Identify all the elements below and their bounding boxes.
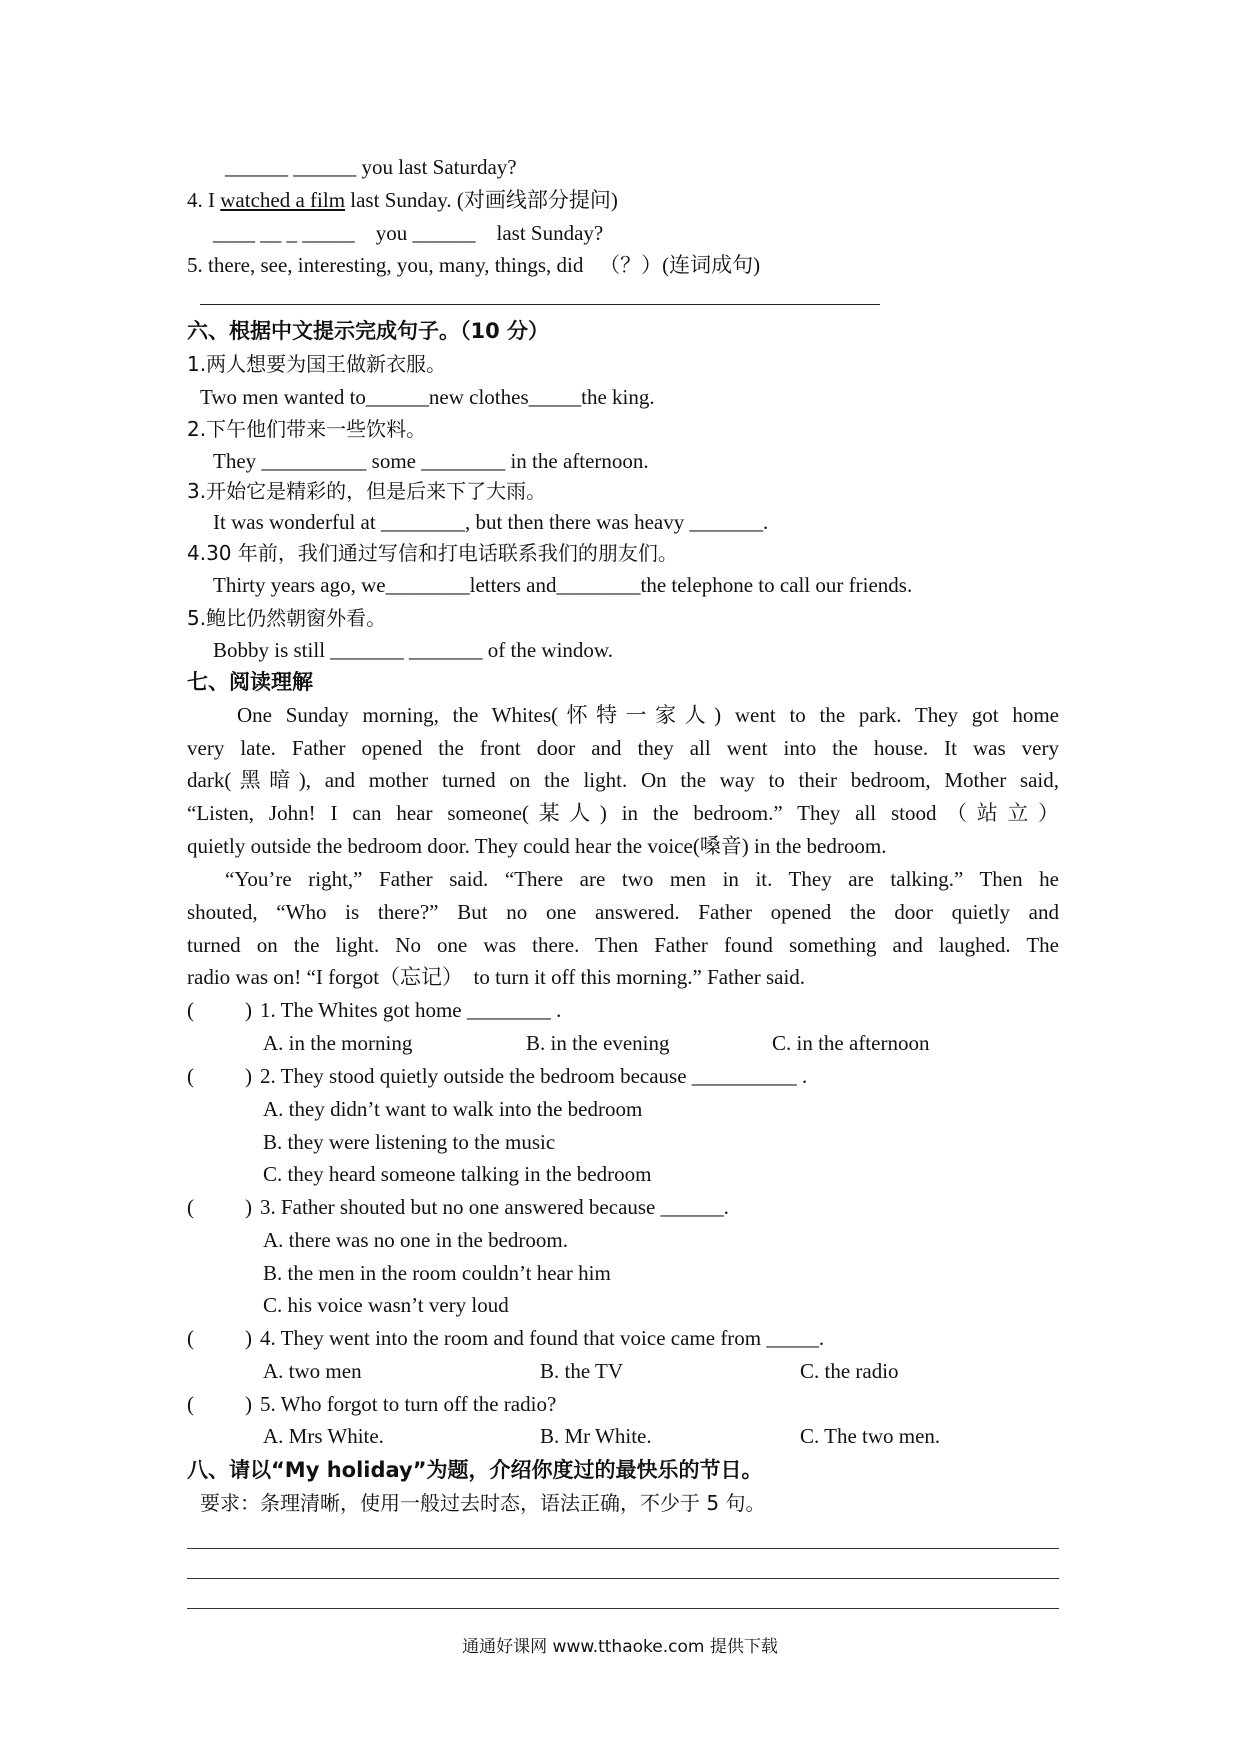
section8-heading: 八、请以“My holiday”为题，介绍你度过的最快乐的节日。 xyxy=(187,1458,763,1482)
passage-line-6: “You’re right,” Father said. “There are two men in it. They are talking.” Then he xyxy=(225,867,1059,891)
q1-option-c: C. in the afternoon xyxy=(772,1031,930,1055)
q3-answer-line: ______ ______ you last Saturday? xyxy=(225,155,517,179)
s6-item1-en: Two men wanted to______new clothes_____the king. xyxy=(200,385,655,409)
passage-line-1: One Sunday morning, the Whites(怀特一家人) went to the park. They got home xyxy=(237,703,1059,727)
q1-open-paren: ( xyxy=(187,998,194,1022)
passage-line-8: turned on the light. No one was there. Then Father found something and laughed. The xyxy=(187,933,1059,957)
s6-item5-cn: 5.鲍比仍然朝窗外看。 xyxy=(187,606,387,630)
s6-item3-cn: 3.开始它是精彩的，但是后来下了大雨。 xyxy=(187,479,547,503)
q3-option-a: A. there was no one in the bedroom. xyxy=(263,1228,569,1252)
q5-close-paren: ) xyxy=(245,1392,252,1416)
passage-line-5: quietly outside the bedroom door. They could hear the voice(嗓音) in the bedroom. xyxy=(187,834,887,858)
q5-open-paren: ( xyxy=(187,1392,194,1416)
q1-option-a: A. in the morning xyxy=(263,1031,413,1055)
q2-open-paren: ( xyxy=(187,1064,194,1088)
q2-option-b: B. they were listening to the music xyxy=(263,1130,556,1154)
q4-open-paren: ( xyxy=(187,1326,194,1350)
s6-item2-cn: 2.下午他们带来一些饮料。 xyxy=(187,417,427,441)
q3-close-paren: ) xyxy=(245,1195,252,1219)
passage-line-3: dark(黑暗), and mother turned on the light. On the way to their bedroom, Mother said, xyxy=(187,768,1059,792)
q4-close-paren: ) xyxy=(245,1326,252,1350)
writing-line-3 xyxy=(187,1608,1059,1609)
q4-option-c: C. the radio xyxy=(800,1359,899,1383)
section8-requirement: 要求：条理清晰，使用一般过去时态，语法正确，不少于 5 句。 xyxy=(200,1491,766,1515)
s6-item1-cn: 1.两人想要为国王做新衣服。 xyxy=(187,352,447,376)
writing-line-1 xyxy=(187,1548,1059,1549)
q4-question xyxy=(187,187,618,213)
s6-item2-en: They __________ some ________ in the afternoon. xyxy=(213,449,649,473)
q5-option-b: B. Mr White. xyxy=(540,1424,652,1448)
q1-stem: 1. The Whites got home ________ . xyxy=(260,998,562,1022)
q1-option-b: B. in the evening xyxy=(526,1031,670,1055)
q5-option-c: C. The two men. xyxy=(800,1424,941,1448)
q3-option-c: C. his voice wasn’t very loud xyxy=(263,1293,509,1317)
q4-underlined-phrase: watched a film xyxy=(220,188,346,212)
s6-item5-en: Bobby is still _______ _______ of the window. xyxy=(213,638,613,662)
passage-line-7: shouted, “Who is there?” But no one answered. Father opened the door quietly and xyxy=(187,900,1059,924)
q4-option-a: A. two men xyxy=(263,1359,362,1383)
section6-heading: 六、根据中文提示完成句子。（10 分） xyxy=(187,319,550,343)
q4-suffix: last Sunday. (对画线部分提问) xyxy=(345,188,618,212)
q2-option-c: C. they heard someone talking in the bedroom xyxy=(263,1162,652,1186)
s6-item4-cn: 4.30 年前，我们通过写信和打电话联系我们的朋友们。 xyxy=(187,541,678,565)
q5-question: 5. there, see, interesting, you, many, things, did （？）(连词成句) xyxy=(187,253,761,277)
s6-item4-en: Thirty years ago, we________letters and________the telephone to call our friends. xyxy=(213,573,913,597)
page-footer: 通通好课网 www.tthaoke.com 提供下载 xyxy=(462,1637,778,1657)
s6-item3-en: It was wonderful at ________, but then there was heavy _______. xyxy=(213,510,769,534)
q2-stem: 2. They stood quietly outside the bedroom because __________ . xyxy=(260,1064,808,1088)
q4-prefix: 4. I xyxy=(187,188,221,212)
q1-close-paren: ) xyxy=(245,998,252,1022)
passage-line-2: very late. Father opened the front door and they all went into the house. It was very xyxy=(187,736,1059,760)
q4-answer-line: ____ __ _ _____ you ______ last Sunday? xyxy=(213,221,604,245)
q4-option-b: B. the TV xyxy=(540,1359,624,1383)
q4-stem: 4. They went into the room and found that voice came from _____. xyxy=(260,1326,825,1350)
q2-close-paren: ) xyxy=(245,1064,252,1088)
q3-option-b: B. the men in the room couldn’t hear him xyxy=(263,1261,611,1285)
passage-line-9: radio was on! “I forgot（忘记） to turn it off this morning.” Father said. xyxy=(187,965,806,989)
section7-heading: 七、阅读理解 xyxy=(187,670,313,694)
passage-line-4: “Listen, John! I can hear someone(某人) in the bedroom.” They all stood（站立） xyxy=(187,801,1059,825)
q3-stem: 3. Father shouted but no one answered because ______. xyxy=(260,1195,729,1219)
q5-stem: 5. Who forgot to turn off the radio? xyxy=(260,1392,557,1416)
q5-answer-rule xyxy=(200,304,880,305)
writing-line-2 xyxy=(187,1578,1059,1579)
q5-option-a: A. Mrs White. xyxy=(263,1424,384,1448)
q3-open-paren: ( xyxy=(187,1195,194,1219)
q2-option-a: A. they didn’t want to walk into the bedroom xyxy=(263,1097,643,1121)
